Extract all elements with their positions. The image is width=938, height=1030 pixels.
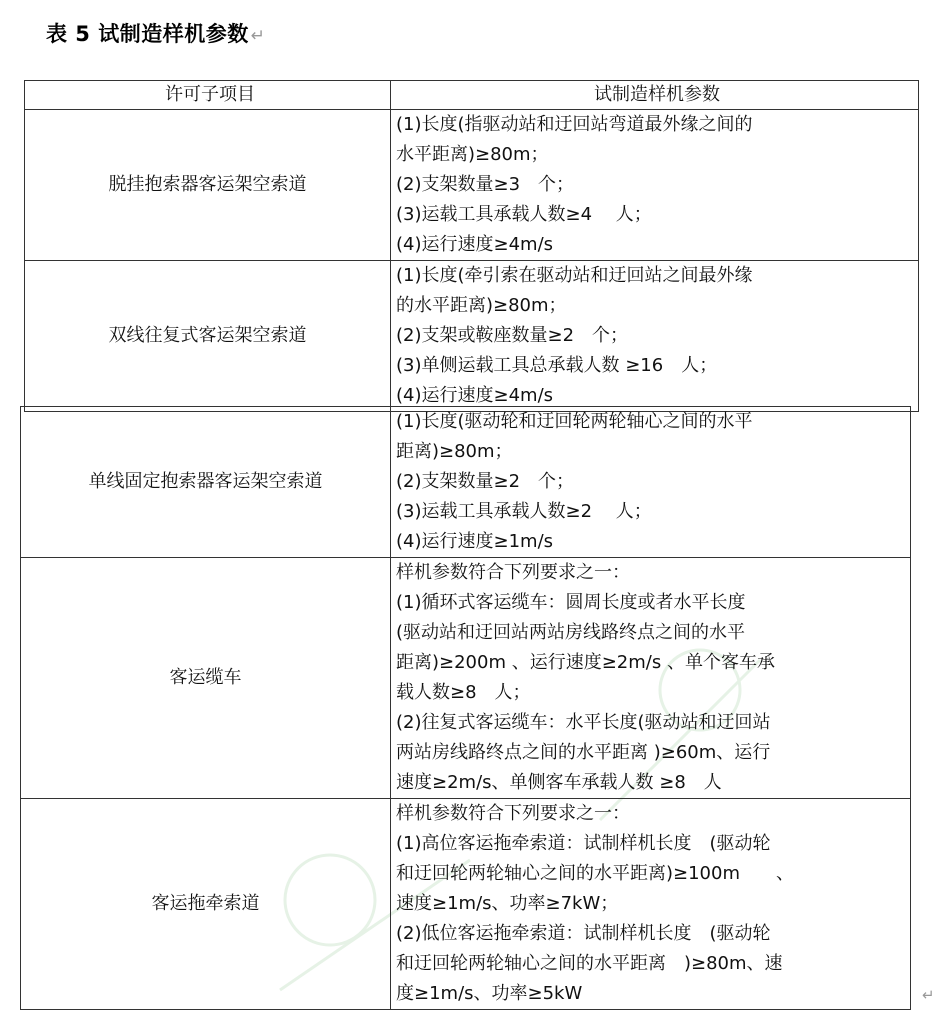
param-line: 样机参数符合下列要求之一：	[396, 803, 630, 824]
row-item: 双线往复式客运架空索道	[25, 261, 391, 412]
param-line: (3)单侧运载工具总承载人数 ≥16 人；	[396, 355, 718, 376]
paragraph-mark-icon: ↵	[922, 986, 935, 1004]
param-line: 距离)≥200m 、运行速度≥2m/s 、单个客车承	[396, 652, 775, 673]
row-params	[391, 558, 911, 799]
table-row	[25, 261, 919, 412]
row-params	[391, 407, 911, 558]
table-row	[21, 407, 911, 558]
header-item: 许可子项目	[25, 81, 391, 110]
params-table-lower	[20, 406, 911, 1010]
param-line: (1)长度(牵引索在驱动站和迂回站之间最外缘	[396, 265, 753, 286]
param-line: 的水平距离)≥80m；	[396, 295, 567, 316]
row-params	[391, 799, 911, 1010]
param-line: 速度≥2m/s、单侧客车承载人数 ≥8 人	[396, 772, 722, 793]
param-line: (2)支架或鞍座数量≥2 个；	[396, 325, 629, 346]
param-line: 度≥1m/s、功率≥5kW	[396, 983, 583, 1004]
document-title	[46, 18, 265, 48]
param-line: 水平距离)≥80m；	[396, 144, 549, 165]
param-line: (1)循环式客运缆车：圆周长度或者水平长度	[396, 592, 746, 613]
table-row	[21, 799, 911, 1010]
param-line: (2)往复式客运缆车：水平长度(驱动站和迂回站	[396, 712, 771, 733]
row-item: 单线固定抱索器客运架空索道	[21, 407, 391, 558]
title-text: 表 5 试制造样机参数	[46, 22, 249, 46]
row-item: 脱挂抱索器客运架空索道	[25, 110, 391, 261]
param-line: (4)运行速度≥4m/s	[396, 234, 554, 255]
table-row	[21, 558, 911, 799]
row-params	[391, 261, 919, 412]
table-header-row	[25, 81, 919, 110]
row-params	[391, 110, 919, 261]
param-line: (1)长度(驱动轮和迂回轮两轮轴心之间的水平	[396, 411, 753, 432]
param-line: 和迂回轮两轮轴心之间的水平距离 )≥80m、速	[396, 953, 783, 974]
param-line: (1)高位客运拖牵索道：试制样机长度 (驱动轮	[396, 833, 771, 854]
param-line: 速度≥1m/s、功率≥7kW；	[396, 893, 619, 914]
param-line: (4)运行速度≥4m/s	[396, 385, 554, 406]
paragraph-mark-icon: ↵	[250, 26, 266, 46]
param-line: (1)长度(指驱动站和迂回站弯道最外缘之间的	[396, 114, 753, 135]
param-line: (3)运载工具承载人数≥2 人；	[396, 501, 652, 522]
param-line: 载人数≥8 人；	[396, 682, 531, 703]
param-line: (2)支架数量≥2 个；	[396, 471, 575, 492]
param-line: (2)支架数量≥3 个；	[396, 174, 575, 195]
param-line: (3)运载工具承载人数≥4 人；	[396, 204, 652, 225]
param-line: (2)低位客运拖牵索道：试制样机长度 (驱动轮	[396, 923, 771, 944]
row-item: 客运缆车	[21, 558, 391, 799]
param-line: (4)运行速度≥1m/s	[396, 531, 554, 552]
row-item: 客运拖牵索道	[21, 799, 391, 1010]
param-line: 和迂回轮两轮轴心之间的水平距离)≥100m 、	[396, 863, 794, 884]
params-table-upper	[24, 80, 919, 412]
param-line: 样机参数符合下列要求之一：	[396, 562, 630, 583]
header-params: 试制造样机参数	[391, 81, 919, 110]
table-row	[25, 110, 919, 261]
param-line: (驱动站和迂回站两站房线路终点之间的水平	[396, 622, 746, 643]
param-line: 距离)≥80m；	[396, 441, 513, 462]
param-line: 两站房线路终点之间的水平距离 )≥60m、运行	[396, 742, 771, 763]
